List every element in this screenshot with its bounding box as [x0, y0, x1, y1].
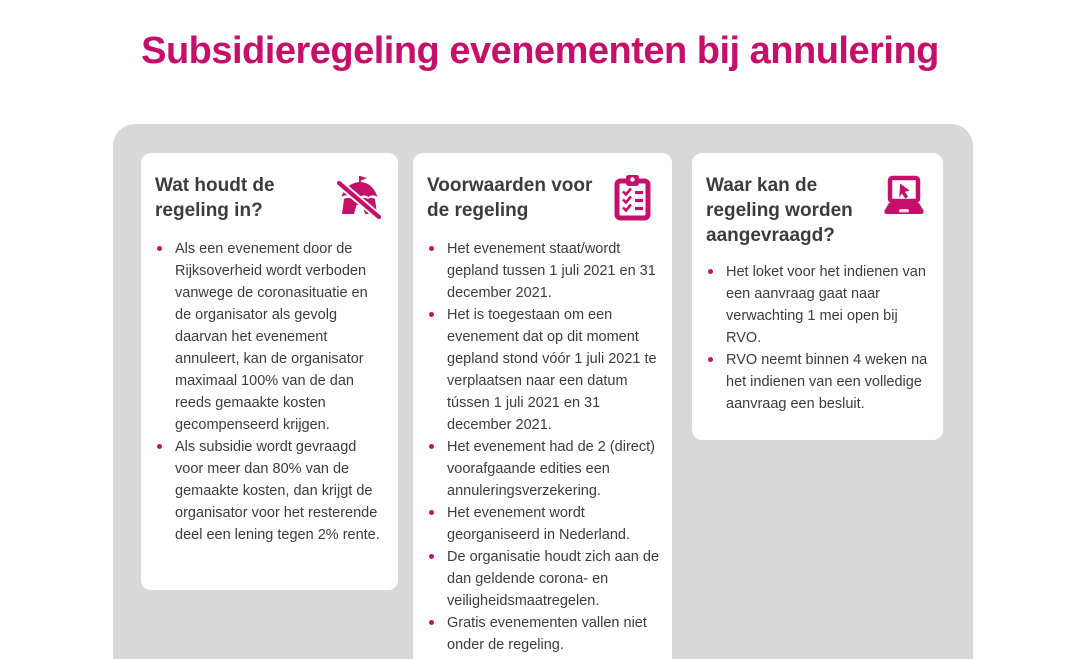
- bullet-item: [427, 502, 659, 546]
- card-heading: Waar kan de regeling worden aangevraagd?: [706, 175, 853, 246]
- bullet-list: [427, 238, 659, 656]
- bullet-dot-icon: [429, 246, 439, 256]
- bullet-dot-icon: [429, 312, 439, 322]
- bullet-text: Het evenement had de 2 (direct) voorafgaande edities een annuleringsverzekering.: [447, 439, 655, 499]
- card-conditions: [413, 153, 672, 659]
- bullet-item: [706, 261, 930, 349]
- card-heading: Voorwaarden voor de regeling: [427, 175, 593, 221]
- cancelled-event-tent-icon: [335, 173, 383, 221]
- bullet-text: De organisatie houdt zich aan de dan geldende corona- en veiligheidsmaatregelen.: [447, 549, 660, 609]
- bullet-text: Het loket voor het indienen van een aanvraag gaat naar verwachting 1 mei open bij RVO.: [726, 264, 926, 346]
- bullet-text: Het evenement staat/wordt gepland tussen 1 juli 2021 en 31 december 2021.: [447, 241, 656, 301]
- bullet-list: [155, 238, 385, 546]
- bullet-dot-icon: [429, 510, 439, 520]
- card-what-is-the-scheme: [141, 153, 398, 590]
- bullet-item: [427, 546, 659, 612]
- card-where-to-apply: [692, 153, 943, 440]
- bullet-item: [427, 238, 659, 304]
- bullet-text: Als subsidie wordt gevraagd voor meer dan 80% van de gemaakte kosten, dan krijgt de organisator voor het resterende deel een lening tegen 2% rente.: [175, 439, 380, 543]
- bullet-dot-icon: [157, 444, 167, 454]
- card-header: [427, 173, 659, 225]
- bullet-dot-icon: [429, 444, 439, 454]
- bullet-text: Gratis evenementen vallen niet onder de regeling.: [447, 615, 647, 653]
- bullet-item: [706, 349, 930, 415]
- bullet-item: [427, 436, 659, 502]
- bullet-dot-icon: [708, 357, 718, 367]
- bullet-text: RVO neemt binnen 4 weken na het indienen van een volledige aanvraag een besluit.: [726, 352, 928, 412]
- bullet-text: Het evenement wordt georganiseerd in Nederland.: [447, 505, 630, 543]
- bullet-item: [427, 612, 659, 656]
- card-heading: Wat houdt de regeling in?: [155, 175, 275, 221]
- checklist-clipboard-icon: [609, 173, 657, 221]
- bullet-dot-icon: [429, 554, 439, 564]
- bullet-item: [427, 304, 659, 436]
- bullet-dot-icon: [157, 246, 167, 256]
- bullet-list: [706, 261, 930, 415]
- bullet-item: [155, 436, 385, 546]
- bullet-item: [155, 238, 385, 436]
- bullet-text: Als een evenement door de Rijksoverheid wordt verboden vanwege de coronasituatie en de organisator als gevolg daarvan het evenement annuleert, kan de organisator maximaal 100% van de dan reeds gemaakte kosten gecompenseerd krijgen.: [175, 241, 368, 433]
- bullet-dot-icon: [708, 269, 718, 279]
- content-panel: [113, 124, 973, 659]
- card-header: [706, 173, 930, 248]
- bullet-text: Het is toegestaan om een evenement dat op dit moment gepland stond vóór 1 juli 2021 te verplaatsen naar een datum tússen 1 juli 2021 en 31 december 2021.: [447, 307, 657, 433]
- card-header: [155, 173, 385, 225]
- page-title: Subsidieregeling evenementen bij annulering: [141, 30, 939, 72]
- bullet-dot-icon: [429, 620, 439, 630]
- laptop-cursor-icon: [880, 173, 928, 221]
